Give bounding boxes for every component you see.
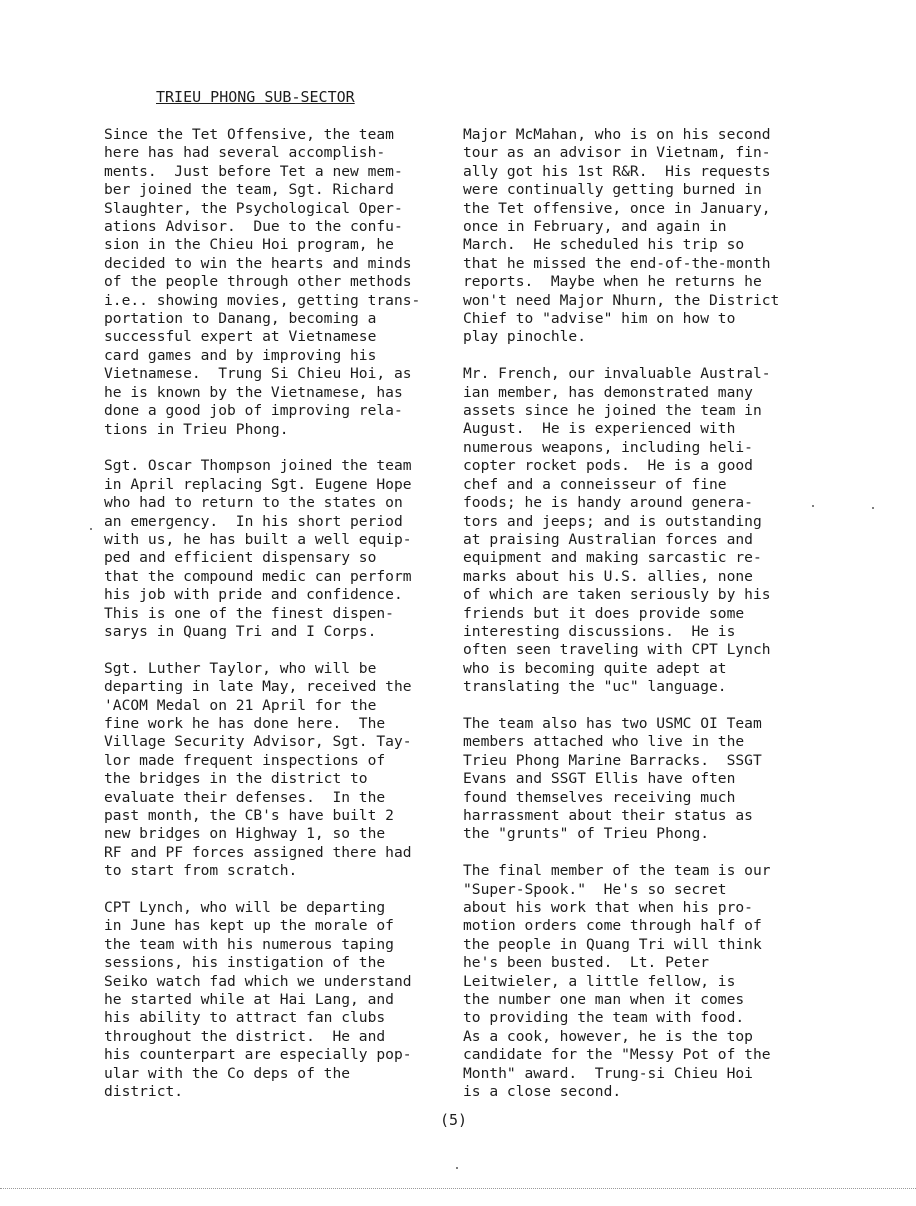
text-line: The team also has two USMC OI Team: [463, 714, 762, 732]
text-line: Evans and SSGT Ellis have often: [463, 770, 736, 788]
right-column: [463, 126, 803, 1120]
text-line: March. He scheduled his trip so: [463, 236, 745, 254]
text-line: his job with pride and confidence.: [104, 586, 403, 604]
text-line: candidate for the "Messy Pot of the: [463, 1046, 771, 1064]
text-line: ally got his 1st R&R. His requests: [463, 162, 771, 180]
text-line: numerous weapons, including heli-: [463, 438, 753, 456]
paragraph: [104, 457, 434, 641]
text-line: sessions, his instigation of the: [104, 954, 386, 972]
text-line: won't need Major Nhurn, the District: [463, 291, 780, 309]
text-line: harrassment about their status as: [463, 807, 753, 824]
text-line: the Tet offensive, once in January,: [463, 199, 771, 217]
text-line: fine work he has done here. The: [104, 714, 386, 732]
text-line: RF and PF forces assigned there had: [104, 843, 412, 861]
text-line: the number one man when it comes: [463, 991, 745, 1009]
text-line: Mr. French, our invaluable Austral-: [463, 365, 771, 383]
paragraph: [463, 715, 803, 844]
text-line: is a close second.: [463, 1083, 622, 1101]
paragraph: [104, 126, 434, 439]
text-line: card games and by improving his: [104, 346, 377, 364]
text-line: ments. Just before Tet a new mem-: [104, 162, 403, 180]
bottom-dotted-rule: [0, 1188, 916, 1189]
text-line: The final member of the team is our: [463, 862, 771, 880]
text-line: ped and efficient dispensary so: [104, 549, 377, 567]
text-line: done a good job of improving rela-: [104, 402, 403, 420]
text-line: Trieu Phong Marine Barracks. SSGT: [463, 751, 762, 769]
text-line: with us, he has built a well equip-: [104, 530, 412, 548]
text-line: ber joined the team, Sgt. Richard: [104, 181, 394, 199]
paragraph: [463, 365, 803, 696]
text-line: As a cook, however, he is the top: [463, 1027, 753, 1045]
scan-speck: [812, 505, 814, 507]
paragraph: [104, 899, 434, 1101]
text-line: Since the Tet Offensive, the team: [104, 126, 394, 143]
text-line: of which are taken seriously by his: [463, 586, 771, 604]
page-number: (5): [440, 1111, 468, 1129]
text-line: sarys in Quang Tri and I Corps.: [104, 622, 377, 640]
text-line: he started while at Hai Lang, and: [104, 991, 394, 1009]
text-line: Leitwieler, a little fellow, is: [463, 972, 736, 990]
text-line: in April replacing Sgt. Eugene Hope: [104, 475, 412, 493]
text-line: departing in late May, received the: [104, 678, 412, 696]
text-line: i.e.. showing movies, getting trans-: [104, 291, 421, 309]
text-line: that the compound medic can perform: [104, 567, 412, 585]
text-line: interesting discussions. He is: [463, 622, 736, 640]
text-line: friends but it does provide some: [463, 604, 745, 622]
text-line: that he missed the end-of-the-month: [463, 254, 771, 272]
text-line: foods; he is handy around genera-: [463, 494, 753, 512]
text-line: equipment and making sarcastic re-: [463, 549, 762, 567]
scan-speck: [456, 1167, 458, 1169]
text-line: district.: [104, 1083, 184, 1101]
text-line: decided to win the hearts and minds: [104, 254, 412, 272]
text-line: "Super-Spook." He's so secret: [463, 880, 727, 898]
text-line: translating the "uc" language.: [463, 678, 727, 696]
text-line: were continually getting burned in: [463, 181, 762, 199]
text-line: CPT Lynch, who will be departing: [104, 899, 386, 917]
text-line: of the people through other methods: [104, 273, 412, 291]
paragraph: [104, 660, 434, 881]
text-line: lor made frequent inspections of: [104, 751, 386, 769]
paragraph: [463, 862, 803, 1101]
text-line: the "grunts" of Trieu Phong.: [463, 825, 710, 843]
text-line: who had to return to the states on: [104, 494, 403, 512]
text-line: Chief to "advise" him on how to: [463, 310, 736, 328]
text-line: his ability to attract fan clubs: [104, 1009, 386, 1027]
text-line: often seen traveling with CPT Lynch: [463, 641, 771, 659]
text-line: the bridges in the district to: [104, 770, 368, 788]
text-line: at praising Australian forces and: [463, 530, 753, 548]
text-line: Seiko watch fad which we understand: [104, 972, 412, 990]
text-line: August. He is experienced with: [463, 420, 736, 438]
text-line: ations Advisor. Due to the confu-: [104, 218, 403, 236]
text-line: once in February, and again in: [463, 218, 727, 236]
text-line: Sgt. Oscar Thompson joined the team: [104, 457, 412, 475]
text-line: evaluate their defenses. In the: [104, 788, 386, 806]
text-line: 'ACOM Medal on 21 April for the: [104, 696, 377, 714]
text-line: the people in Quang Tri will think: [463, 935, 762, 953]
text-line: found themselves receiving much: [463, 788, 736, 806]
text-line: motion orders come through half of: [463, 917, 762, 935]
text-line: This is one of the finest dispen-: [104, 604, 394, 622]
text-line: reports. Maybe when he returns he: [463, 273, 762, 291]
text-line: sion in the Chieu Hoi program, he: [104, 236, 394, 254]
text-line: successful expert at Vietnamese: [104, 328, 377, 346]
text-line: he's been busted. Lt. Peter: [463, 954, 710, 972]
text-line: Village Security Advisor, Sgt. Tay-: [104, 733, 412, 751]
page-title: TRIEU PHONG SUB-SECTOR: [156, 88, 355, 106]
text-line: tour as an advisor in Vietnam, fin-: [463, 144, 771, 162]
text-line: copter rocket pods. He is a good: [463, 457, 753, 475]
text-line: about his work that when his pro-: [463, 899, 753, 917]
text-line: Vietnamese. Trung Si Chieu Hoi, as: [104, 365, 412, 383]
text-line: his counterpart are especially pop-: [104, 1046, 412, 1064]
text-line: to start from scratch.: [104, 862, 298, 880]
scan-speck: [90, 528, 92, 530]
text-line: tors and jeeps; and is outstanding: [463, 512, 762, 530]
text-line: to providing the team with food.: [463, 1009, 745, 1027]
text-line: play pinochle.: [463, 328, 587, 346]
text-line: past month, the CB's have built 2: [104, 807, 394, 824]
text-line: here has had several accomplish-: [104, 144, 386, 162]
text-line: throughout the district. He and: [104, 1027, 386, 1045]
paragraph: [463, 126, 803, 347]
text-line: members attached who live in the: [463, 733, 745, 751]
text-line: new bridges on Highway 1, so the: [104, 825, 386, 843]
left-column: [104, 126, 434, 1120]
text-line: tions in Trieu Phong.: [104, 420, 289, 438]
text-line: ular with the Co deps of the: [104, 1064, 351, 1082]
text-line: Slaughter, the Psychological Oper-: [104, 199, 403, 217]
text-line: an emergency. In his short period: [104, 512, 403, 530]
text-line: Month" award. Trung-si Chieu Hoi: [463, 1064, 753, 1082]
scan-speck: [872, 507, 874, 509]
text-line: in June has kept up the morale of: [104, 917, 394, 935]
text-line: ian member, has demonstrated many: [463, 383, 753, 401]
text-line: marks about his U.S. allies, none: [463, 567, 753, 585]
text-line: the team with his numerous taping: [104, 935, 394, 953]
text-line: portation to Danang, becoming a: [104, 310, 377, 328]
text-line: Major McMahan, who is on his second: [463, 126, 771, 143]
text-line: Sgt. Luther Taylor, who will be: [104, 659, 377, 677]
text-line: assets since he joined the team in: [463, 402, 762, 420]
text-line: chef and a conneisseur of fine: [463, 475, 727, 493]
text-line: he is known by the Vietnamese, has: [104, 383, 403, 401]
text-line: who is becoming quite adept at: [463, 659, 727, 677]
